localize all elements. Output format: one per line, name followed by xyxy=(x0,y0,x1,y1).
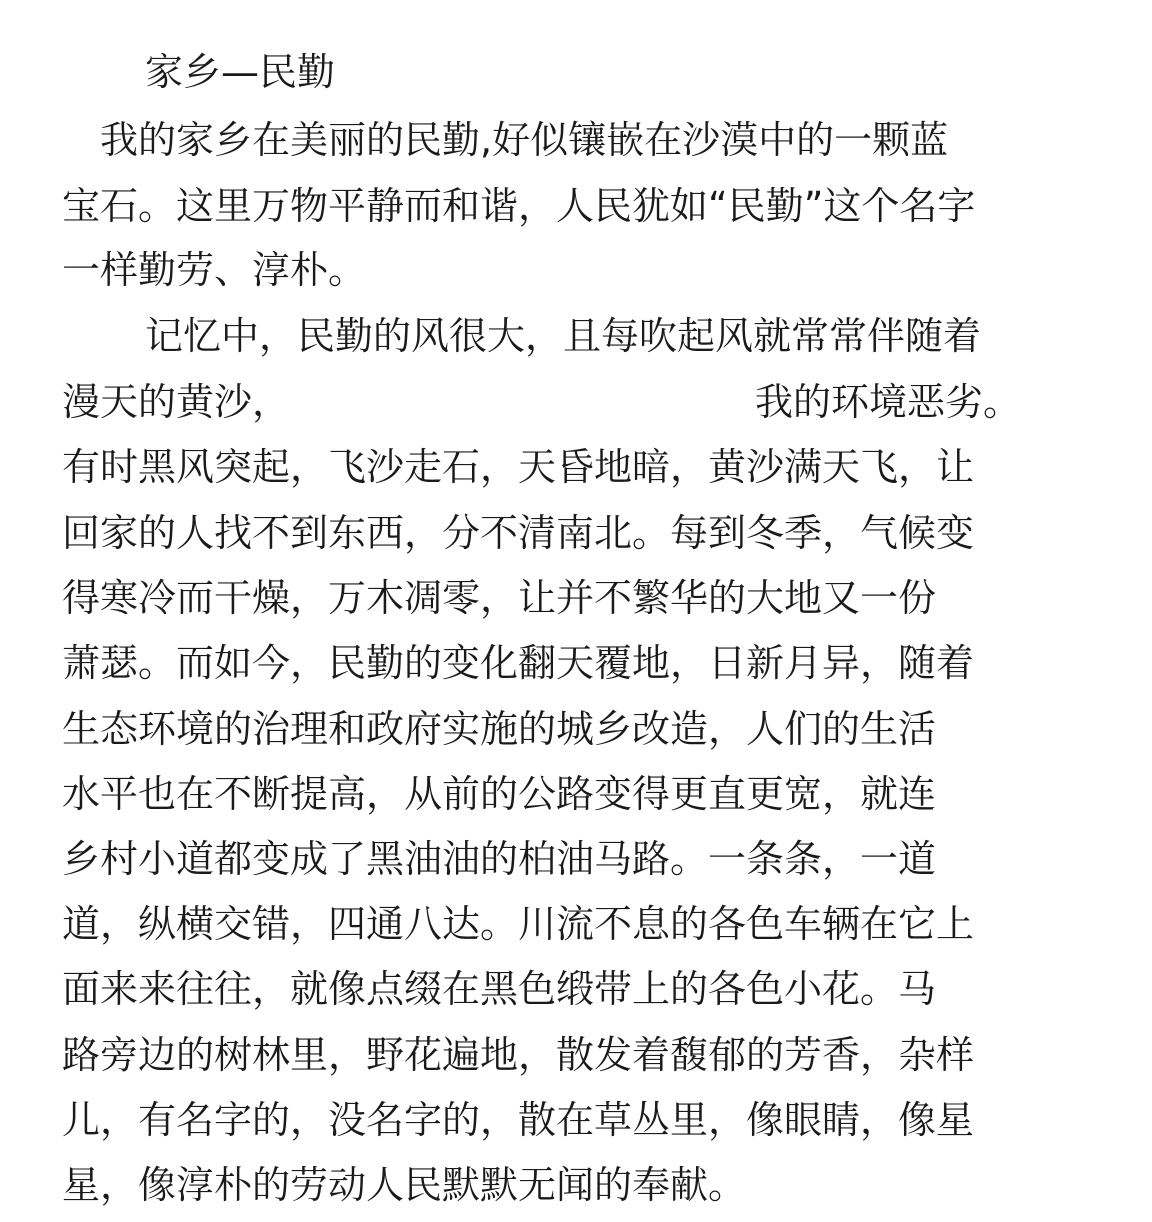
p2-line-4: 回家的人找不到东西，分不清南北。每到冬季，气候变 xyxy=(62,511,975,555)
p2-line-2-start: 漫天的黄沙， xyxy=(62,380,291,424)
p2-line-14: 星，像淳朴的劳动人民默默无闻的奉献。 xyxy=(62,1163,747,1207)
p2-line-2-end: 我的环境恶劣。 xyxy=(755,380,1022,424)
p2-line-7: 生态环境的治理和政府实施的城乡改造，人们的生活 xyxy=(62,707,937,751)
p2-line-9: 乡村小道都变成了黑油油的柏油马路。一条条，一道 xyxy=(62,837,937,881)
p2-line-5: 得寒冷而干燥，万木凋零，让并不繁华的大地又一份 xyxy=(62,576,937,620)
p2-line-11: 面来来往往，就像点缀在黑色缎带上的各色小花。马 xyxy=(62,967,937,1011)
essay-title: 家乡—民勤 xyxy=(145,50,336,94)
p1-line-3: 一样勤劳、淳朴。 xyxy=(62,248,367,292)
p2-line-10: 道，纵横交错，四通八达。川流不息的各色车辆在它上 xyxy=(62,902,975,946)
p2-line-8: 水平也在不断提高，从前的公路变得更直更宽，就连 xyxy=(62,772,937,816)
p2-line-3: 有时黑风突起，飞沙走石，天昏地暗，黄沙满天飞，让 xyxy=(62,445,975,489)
p2-line-2 xyxy=(62,376,1021,428)
p1-line-1: 我的家乡在美丽的民勤,好似镶嵌在沙漠中的一颗蓝 xyxy=(100,118,949,162)
p1-line-2: 宝石。这里万物平静而和谐，人民犹如“民勤”这个名字 xyxy=(62,184,976,228)
p2-line-6: 萧瑟。而如今，民勤的变化翻天覆地，日新月异，随着 xyxy=(62,641,975,685)
p2-line-1: 记忆中，民勤的风很大，且每吹起风就常常伴随着 xyxy=(145,314,982,358)
p2-line-12: 路旁边的树林里，野花遍地，散发着馥郁的芳香，杂样 xyxy=(62,1033,975,1077)
p2-line-13: 儿，有名字的，没名字的，散在草丛里，像眼睛，像星 xyxy=(62,1098,975,1142)
